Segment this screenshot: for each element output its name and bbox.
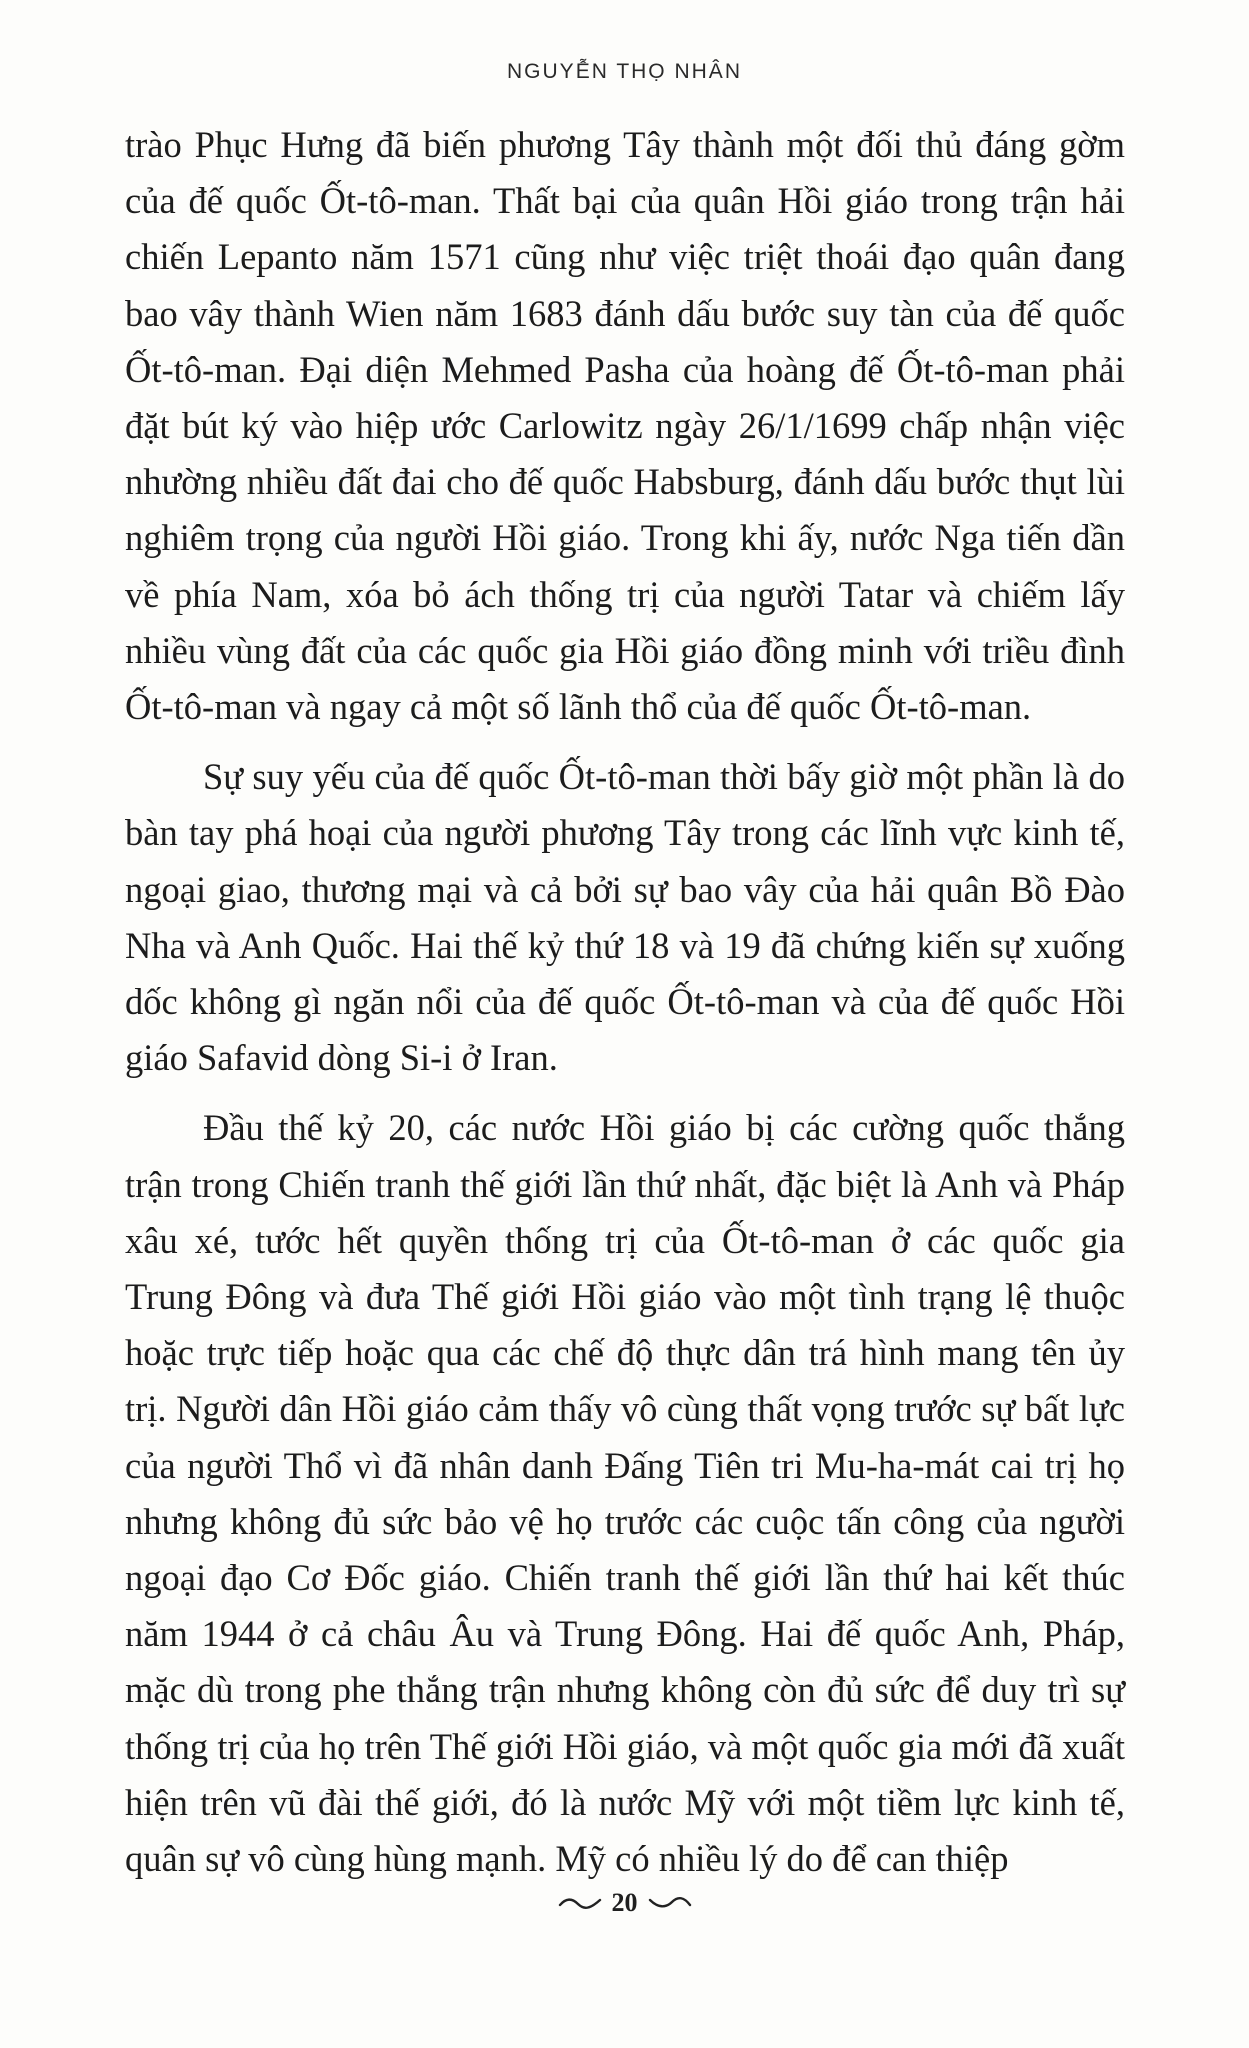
paragraph-2: Sự suy yếu của đế quốc Ốt-tô-man thời bấy giờ một phần là do bàn tay phá hoại của người phương Tây trong các lĩnh vực kinh tế, ngoại giao, thương mại và cả bởi sự bao vây của hải quân Bồ Đào Nha và Anh Quốc. Hai thế kỷ thứ 18 và 19 đã chứng kiến sự xuống dốc không gì ngăn nổi của đế quốc Ốt-tô-man và của đế quốc Hồi giáo Safavid dòng Si-i ở Iran. [125,756,1125,1079]
wave-ornament-left-icon [558,1896,602,1910]
paragraph-3: Đầu thế kỷ 20, các nước Hồi giáo bị các cường quốc thắng trận trong Chiến tranh thế giới lần thứ nhất, đặc biệt là Anh và Pháp xâu xé, tước hết quyền thống trị của Ốt-tô-man ở các quốc gia Trung Đông và đưa Thế giới Hồi giáo vào một tình trạng lệ thuộc hoặc trực tiếp hoặc qua các chế độ thực dân trá hình mang tên ủy trị. Người dân Hồi giáo cảm thấy vô cùng thất vọng trước sự bất lực của người Thổ vì đã nhân danh Đấng Tiên tri Mu-ha-mát cai trị họ nhưng không đủ sức bảo vệ họ trước các cuộc tấn công của người ngoại đạo Cơ Đốc giáo. Chiến tranh thế giới lần thứ hai kết thúc năm 1944 ở cả châu Âu và Trung Đông. Hai đế quốc Anh, Pháp, mặc dù trong phe thắng trận nhưng không còn đủ sức để duy trì sự thống trị của họ trên Thế giới Hồi giáo, và một quốc gia mới đã xuất hiện trên vũ đài thế giới, đó là nước Mỹ với một tiềm lực kinh tế, quân sự vô cùng hùng mạnh. Mỹ có nhiều lý do để can thiệp [125,1107,1125,1880]
wave-ornament-right-icon [648,1896,692,1910]
running-header: NGUYỄN THỌ NHÂN [507,60,742,83]
paragraph-1: trào Phục Hưng đã biến phương Tây thành một đối thủ đáng gờm của đế quốc Ốt-tô-man. Thất bại của quân Hồi giáo trong trận hải chiến Lepanto năm 1571 cũng như việc triệt thoái đạo quân đang bao vây thành Wien năm 1683 đánh dấu bước suy tàn của đế quốc Ốt-tô-man. Đại diện Mehmed Pasha của hoàng đế Ốt-tô-man phải đặt bút ký vào hiệp ước Carlowitz ngày 26/1/1699 chấp nhận việc nhường nhiều đất đai cho đế quốc Habsburg, đánh dấu bước thụt lùi nghiêm trọng của người Hồi giáo. Trong khi ấy, nước Nga tiến dần về phía Nam, xóa bỏ ách thống trị của người Tatar và chiếm lấy nhiều vùng đất của các quốc gia Hồi giáo đồng minh với triều đình Ốt-tô-man và ngay cả một số lãnh thổ của đế quốc Ốt-tô-man. [125,124,1125,728]
page-footer [0,1888,1249,1918]
body-text [125,117,1125,1901]
page-number: 20 [611,1888,638,1917]
